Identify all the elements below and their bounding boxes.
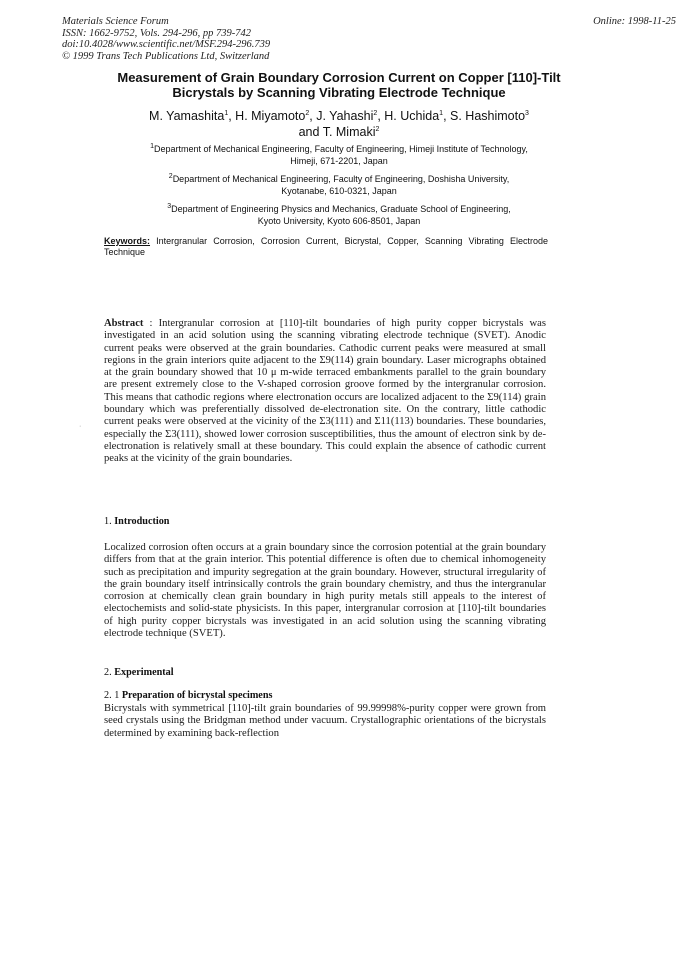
affiliation-mark: 1	[150, 143, 155, 150]
author-name: H. Miyamoto	[235, 109, 306, 123]
subsection-number: 2. 1	[104, 690, 120, 701]
author-affiliation-mark: 2	[375, 125, 380, 133]
subsection-title: Preparation of bicrystal specimens	[119, 690, 273, 701]
affiliation-line: Department of Engineering Physics and Mechanics, Graduate School of Engineering,	[171, 204, 511, 214]
author-affiliation-mark: 1	[224, 109, 229, 117]
issn-line: ISSN: 1662-9752, Vols. 294-296, pp 739-742	[62, 27, 251, 39]
affiliation-mark: 3	[167, 203, 172, 210]
affiliation-line: Himeji, 671-2201, Japan	[290, 155, 388, 166]
section-number: 1.	[104, 516, 112, 527]
author-name: M. Yamashita	[149, 109, 225, 123]
experimental-paragraph: Bicrystals with symmetrical [110]-tilt grain boundaries of 99.99998%-purity copper were grown from seed crystals using the Bridgman method under vacuum. Crystallographic orientations of the bicrystals determined by examining back-reflection	[104, 703, 546, 739]
affiliation-line: Kyotanabe, 610-0321, Japan	[281, 185, 397, 196]
author-conjunction: and	[298, 125, 323, 139]
affiliation	[62, 174, 616, 197]
author-name: S. Hashimoto	[450, 109, 526, 123]
section-number: 2.	[104, 667, 112, 678]
introduction-paragraph: Localized corrosion often occurs at a grain boundary since the corrosion potential at the grain boundary differs from that at the grain interior. This potential difference is often due to chemical inhomogeneity such as precipitation and impurity segregation at the grain boundary. However, structural irregularity of the grain boundary itself intrinsically controls the grain boundary chemistry, and thus the intergranular corrosion at chemically clean grain boundary in high purity metals still appeals to the interest of electochemists and solid-state physicists. In this paper, intergranular corrosion at [110]-tilt boundaries of high purity copper bicrystals was investigated in an acid solution using the scanning vibrating electrode technique (SVET).	[104, 542, 546, 640]
affiliation	[62, 204, 616, 227]
author-name: J. Yahashi	[316, 109, 374, 123]
title-line-1: Measurement of Grain Boundary Corrosion Current on Copper [110]-Tilt	[117, 70, 561, 85]
doi-line: doi:10.4028/www.scientific.net/MSF.294-296.739	[62, 39, 271, 50]
section-title: Experimental	[111, 667, 174, 678]
author-list: M. Yamashita$^1$, H. Miyamoto$^2$, J. Yahashi$^2$, H. Uchida$^1$, S. Hashimoto$^3$ and T. Mimaki$^2$	[149, 109, 529, 139]
author-name: T. Mimaki	[322, 125, 376, 139]
keywords-block	[104, 236, 548, 258]
keywords-label: Keywords:	[104, 236, 151, 246]
author-affiliation-mark: 2	[305, 109, 310, 117]
subsection-heading	[104, 690, 272, 701]
affiliation	[62, 144, 616, 167]
affiliation-mark: 2	[168, 173, 173, 180]
affiliation-line: Department of Mechanical Engineering, Faculty of Engineering, Doshisha University,	[172, 174, 510, 184]
title-line-2: Bicrystals by Scanning Vibrating Electrode Technique	[172, 85, 506, 100]
publication-header	[62, 16, 676, 62]
section-heading-introduction	[104, 516, 169, 527]
keywords-text: Intergranular Corrosion, Corrosion Current, Bicrystal, Copper, Scanning Vibrating Electrode Technique	[104, 236, 548, 257]
section-heading-experimental	[104, 667, 174, 678]
section-title: Introduction	[111, 516, 170, 527]
paper-title	[62, 70, 616, 100]
journal-name: Materials Science Forum	[62, 16, 169, 27]
copyright-line: © 1999 Trans Tech Publications Ltd, Switzerland	[62, 50, 270, 62]
affiliation-line: Department of Mechanical Engineering, Faculty of Engineering, Himeji Institute of Technology,	[154, 144, 528, 154]
abstract-label: Abstract	[104, 318, 144, 329]
abstract-text: : Intergranular corrosion at [110]-tilt boundaries of high purity copper bicrystals was investigated in an acid solution using the scanning vibrating electrode technique (SVET). Anodic current peaks were observed at the grain boundaries. Cathodic current peaks were measured at small regions in the grain interiors quite adjacent to the Σ9(114) grain boundary. Laser micrographs obtained at the grain boundary showed that 10 μ m-wide terraced embankments parallel to the grain boundary are present extremely close to the V-shaped corrosion groove formed by the intergranular corrosion. This means that cathodic regions where electronation occurs are localized adjacent to the Σ9(114) grain boundary which was preferentially dissolved de-electronation site. On the contrary, little cathodic current peaks were observed at the vicinity of the Σ3(111) and Σ11(113) boundaries. These boundaries, especially the Σ3(111), showed lower corrosion susceptibilities, thus the amount of electron sink by de-electronation is relatively small at these boundary. This could explain the absence of cathodic current peaks at the vicinity of the grain boundaries.	[104, 318, 546, 465]
author-affiliation-mark: 2	[373, 109, 378, 117]
abstract-block	[104, 318, 546, 466]
author-affiliation-mark: 1	[439, 109, 444, 117]
author-name: H. Uchida	[384, 109, 440, 123]
author-affiliation-mark: 3	[525, 109, 529, 117]
affiliation-line: Kyoto University, Kyoto 606-8501, Japan	[257, 215, 421, 226]
online-date: Online: 1998-11-25	[593, 16, 676, 27]
margin-mark: ·	[79, 423, 82, 430]
